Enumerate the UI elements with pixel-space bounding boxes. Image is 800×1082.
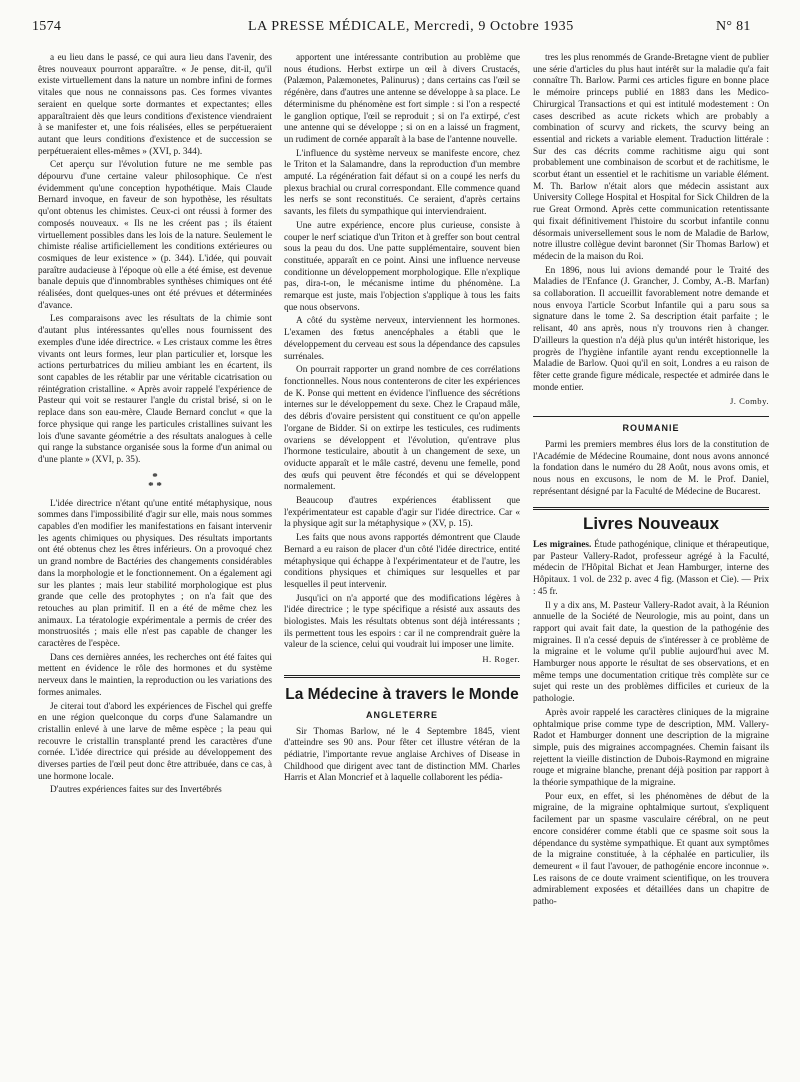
book-reference [533,540,769,599]
paragraph: Dans ces dernières années, les recherches ont été faites qui mettent en évidence le rôle des hormones et du système nerveux dans le maintien, la reproduction ou les variations des formes animales. [38,652,272,698]
paragraph: Beaucoup d'autres expériences établissent que l'expérimentateur est capable d'agir sur l'idée directrice. Car « la physique agit sur la métaphysique » (XV, p. 15). [284,496,520,530]
page-number: 1574 [32,19,62,34]
issue-number: N° 81 [716,19,751,34]
section-divider [284,675,520,678]
section-title: La Médecine à travers le Monde [285,685,519,703]
books-section-title: Livres Nouveaux [582,514,720,534]
book-details: Étude pathogénique, clinique et thérapeutique, par Pasteur Vallery-Radot, professeur agrégé à la Faculté, médecin de l'Hôpital Bichat et Jean Hamburger, interne des Hôpitaux. 1 vol. de 232 p. avec 4 fig. (Masson et Cie). — Prix : 45 fr. [533,540,770,597]
column-1 [38,53,272,797]
journal-title: LA PRESSE MÉDICALE, Mercredi, 9 Octobre 1935 [248,19,574,34]
section-break-asterism: * * * [148,470,162,492]
page-header [0,0,800,40]
country-heading: ROUMANIE [622,423,680,434]
divider [533,416,769,417]
paragraph: tres les plus renommés de Grande-Bretagne vient de publier une série d'articles du plus haut intérêt sur la maladie qu'a fait connaître Th. Barlow. Parmi ces articles figure en bonne place le mémoire princeps publié en 1883 dans les Medico-Chirurgical Transactions et qui est intitulé modestement : On cases described as acute rickets which are probably a combination of scurvy and rickets, the scurvy being an essential and rickets a variable element. Traduction littérale : Sur des cas décrits comme rachitisme aigu qui sont probablement une combinaison de scorbut et de rachitisme, le scorbut étant un essentiel et le rachitisme un variable élément. M. Th. Barlow n'était alors que médecin assistant aux University College Hospital et Hospital for Sick Children de la rue Great Ormond. Après cette communication retentissante qui fixait définitivement l'histoire du scorbut infantile connu désormais universellement sous le nom de Maladie de Barlow, notre illustre collègue devint baronnet (Sir Thomas Barlow) et médecin de la maison du Roi. [533,53,769,262]
country-heading: ANGLETERRE [365,709,438,720]
paragraph: Cet aperçu sur l'évolution future ne me semble pas dépourvu d'une certaine valeur philosophique. Ce n'est évidemment qu'une conception hypothétique. Mais Claude Bernard invoque, en faveur de son hypothèse, les résultats qu'ont obtenus les chimistes. Ceux-ci ont réussi à former des composés nouveaux. « Ils ne les créent pas ; ils étaient virtuellement possibles dans les lois de la nature. Seulement le chimiste réalise artificiellement les conditions extérieures ou cosmiques de leur existence » (p. 344). L'idée, qui pouvait paraître audacieuse à l'époque où elle a été émise, est devenue banale depuis que d'innombrables synthèses chimiques ont été réalisées, dont quelques-unes ont été prévues et déterminées d'avance. [38,160,272,311]
paragraph: D'autres expériences faites sur des Invertébrés [50,785,222,796]
paragraph: Sir Thomas Barlow, né le 4 Septembre 1845, vient d'atteindre ses 90 ans. Pour fêter cet illustre vétéran de la pédiatrie, l'importante revue anglaise Archives of Disease in Childhood que dirigent avec tant de distinction MM. Charles Harris et Alan Moncrief et à laquelle collaborent les pédia- [284,726,520,784]
paragraph: Les comparaisons avec les résultats de la chimie sont d'autant plus intéressantes qu'elles nous fournissent des exemples d'une idée directrice. « Les cristaux comme les êtres vivants ont leurs formes, leur plan particulier et, lorsque les actions perturbatrices du milieu ambiant les en écartent, ils sont capables de les rétablir par une véritable cicatrisation ou réintégration cristalline. « Après avoir rappelé l'expérience de Pasteur qui voit se restaurer l'angle du cristal brisé, si on le replace dans son eau-mère, Claude Bernard conclut « que la force physique qui range les particules cristallines suivant les lois d'une savante géométrie a des résultats analogues à celle qui range la substance organisée sous la forme d'un animal ou d'une plante » (XVI, p. 35). [38,314,272,465]
paragraph: Les faits que nous avons rapportés démontrent que Claude Bernard a eu raison de placer d'un côté l'idée directrice, entité métaphysique qui échappe à l'expérimentateur et de l'autre, les conditions physiques et chimiques sur lesquelles et par lesquelles il peut intervenir. [284,533,520,590]
paragraph: L'idée directrice n'étant qu'une entité métaphysique, nous sommes dans l'impossibilité d'agir sur elle, mais nous sommes capables d'en modifier les manifestations en faisant intervenir les agents chimiques ou physiques. Des résultats importants ont été obtenus chez les êtres inférieurs. On a provoqué chez un grand nombre de Bactéries des changements considérables dans la morphologie et le fonctionnement. On a également agi sur les plantes ; mais leur stabilité morphologique est plus grande que celle des protophytes ; on n'a fait que des retouches au plan primitif. Il en a été de même chez les animaux. La tératologie expérimentale a permis de créer des monstruosités ; mais elle n'est pas capable de changer les caractères de l'espèce. [38,498,272,650]
paragraph: A côté du système nerveux, interviennent les hormones. L'examen des fœtus anencéphales a établi que le développement du cerveau est sous la dépendance des capsules surrénales. [284,316,520,362]
book-title: Les migraines. [533,540,592,551]
paragraph: Parmi les premiers membres élus lors de la constitution de l'Académie de Médecine Roumaine, dont nous avons annoncé la fondation dans le numéro du 28 Août, nous avons omis, et nous nous en excusons, le nom de M. le Prof. Daniel, représentant désigné par la Faculté de Médecine de Bucarest. [533,439,769,497]
paragraph: Après avoir rappelé les caractères cliniques de la migraine ophtalmique prise comme type de description, MM. Vallery-Radot et Hamburger donnent une description de la migraine simple, puis des migraines accompagnées. Chemin faisant ils rejettent la vieille distinction de Dubois-Raymond en migraine rouge et migraine blanche, prenant déjà position par rapport à la théorie sympathique de la migraine. [533,707,769,789]
paragraph: apportent une intéressante contribution au problème que nous étudions. Herbst extirpe un œil à divers Crustacés, (Palæmon, Palæmonetes, Palinurus) ; dans certains cas l'œil se régénère, dans d'autres une antenne se développe à sa place. Le déterminisme du phénomène est fort simple : si l'on a respecté le ganglion optique, l'œil se reproduit ; si on l'a extirpé, c'est une antenne qui se développe ; si on en a laissé un fragment, un rudiment de cornée apparaît à la base de l'antenne nouvelle. [284,53,520,145]
paragraph: Il y a dix ans, M. Pasteur Vallery-Radot avait, à la Réunion annuelle de la Société de Neurologie, mis au point, dans un rapport qui avait fait date, la question de la pathogénie des migraines. Il n'a cessé depuis de s'intéresser à ce problème de la migraine et le volume qu'il publie aujourd'hui avec M. Hamburger nous apporte le résultat de ses observations, et en même temps une documentation critique très complète sur ce sujet qui reste un des problèmes difficiles et curieux de la pathologie. [533,600,769,705]
section-divider [533,507,769,510]
paragraph: L'influence du système nerveux se manifeste encore, chez le Triton et la Salamandre, dans la reproduction d'un membre amputé. La régénération fait défaut si on a coupé les nerfs du plexus brachial ou crural correspondant. Elle commence quand les nerfs se sont reconstitués. Ce seraient, d'après certains savants, les filets du sympathique qui interviendraient. [284,148,520,218]
paragraph: Pour eux, en effet, si les phénomènes de début de la migraine, de la migraine ophtalmique surtout, s'expliquent facilement par un spasme vasculaire cérébral, on ne peut encore considérer comme établi que ce spasme soit sous la dépendance du système sympathique. Et quant aux symptômes de la migraine constituée, à la céphalée en particulier, ils demeurent « il faut l'avouer, de pathogénie encore inconnue ». Les raisons de ce doute vraiment scientifique, on les trouvera admirablement exposées et détaillées dans un chapitre de patho- [533,791,769,908]
paragraph: Je citerai tout d'abord les expériences de Fischel qui greffe en une région quelconque du corps d'une Salamandre un cristallin enlevé à une larve de même espèce ; la peau qui recouvre le cristallin transplanté prend les caractères d'une cornée. L'idée directrice qui préside au développement des diverses parties de l'œil peut donc être attribuée, dans ce cas, à une hormone locale. [38,701,272,782]
paragraph: On pourrait rapporter un grand nombre de ces corrélations fonctionnelles. Nous nous contenterons de citer les expériences de K. Ponse qui mettent en évidence l'influence des sécrétions internes sur le développement du sexe. Chez le Crapaud mâle, des débris d'ovaire persistent qui constituent ce qu'on appelle l'organe de Bidder. Si on extirpe les testicules, ces rudiments ovariens se développent et l'évolution, qu'entrave plus l'hormone testiculaire, aboutit à un changement de sexe, un oviducte apparaît et le mâle castré, devenu une femelle, pond des œufs qui peuvent être fécondés et qui se développent normalement. [284,365,520,493]
author-signature: H. Roger. [482,654,520,665]
column-3 [533,53,769,909]
paragraph: En 1896, nous lui avions demandé pour le Traité des Maladies de l'Enfance (J. Grancher, J. Comby, A.-B. Marfan) sa collaboration. Il accueillit favorablement notre demande et nous envoya l'article Scorbut Infantile qui a paru sous sa signature dans le tome 2. Sa description était parfaite ; le relisant, 40 ans après, nous n'y trouvons rien à changer. D'ailleurs la question n'a déjà plus qu'un intérêt historique, les progrès de l'hygiène infantile ayant rendu exceptionnelle la Maladie de Barlow. Quoi qu'il en soit, Londres a eu raison de fêter cette grande figure médicale, respectée et admirée dans le monde entier. [533,265,769,393]
paragraph: Jusqu'ici on n'a apporté que des modifications légères à l'idée directrice ; le type spécifique a résisté aux assauts des biologistes. Mais les résultats obtenus sont déjà intéressants ; ils permettent tous les espoirs : car il ne comprendrait guère la valeur de la science, celui qui voudrait lui imposer une limite. [284,593,520,651]
column-2 [284,53,520,785]
paragraph: a eu lieu dans le passé, ce qui aura lieu dans l'avenir, des êtres nouveaux pourront apparaître. « Je pense, dit-il, qu'il existe virtuellement dans la nature un nombre infini de formes vitales que nous ne connaissons pas. Ces formes vivantes seraient en quelque sorte dormantes et expectantes; elles apparaîtraient dès que leurs conditions d'existence viendraient à se manifester et, une fois réalisées, elles se perpétueraient autant que leurs conditions d'existence et de succession se perpétueraient elles-mêmes » (XVI, p. 344). [38,53,272,157]
author-signature: J. Comby. [729,396,769,407]
paragraph: Une autre expérience, encore plus curieuse, consiste à couper le nerf sciatique d'un Triton et à greffer son bout central sous la peau du dos. Une patte supplémentaire, souvent bien constituée, apparaît en ce point. Ainsi une influence nerveuse conditionne un développement morphologique. Elle n'explique pas, dira-t-on, le mécanisme intime du phénomène. La remarque est juste, mais l'objection s'applique à tous les faits que nous observons. [284,220,520,313]
